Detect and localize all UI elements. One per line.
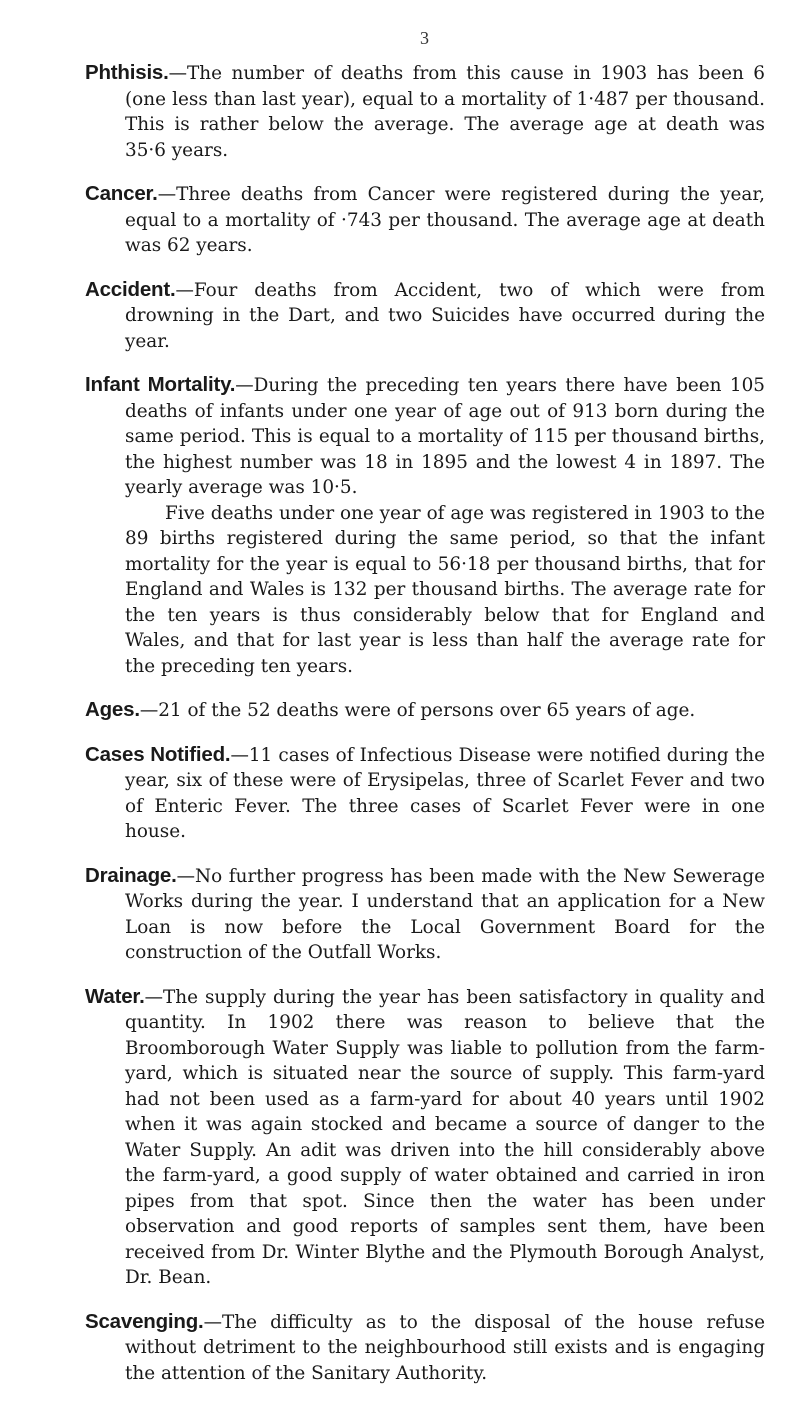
section-heading: Cases Notified. [85,742,231,766]
section-text: —The number of deaths from this cause in 1903 has been 6 (one less than last year), equal to a mortality of 1·487 per thousand. This is rather below the average. The average age at death was 35·6 years. [125,63,765,161]
section-heading: Infant Mortality. [85,373,236,396]
section-cancer [85,181,765,259]
paragraph [85,60,765,163]
section-heading: Accident. [85,277,176,301]
section-text: —The supply during the year has been satisfactory in quality and quantity. In 1902 there was reason to believe that the Broomborough Water Supply was liable to pollution from the farm-yard, which is situated near the source of supply. This farm-yard had not been used as a farm-yard for about 40 years until 1902 when it was again stocked and became a source of danger to the Water Supply. An adit was driven into the hill considerably above the farm-yard, a good supply of water obtained and carried in iron pipes from that spot. Since then the water has been under observation and good reports of samples sent them, have been received from Dr. Winter Blythe and the Plymouth Borough Analyst, Dr. Bean. [125,986,765,1288]
section-text: —During the preceding ten years there have been 105 deaths of infants under one year of age out of 913 born during the same period. This is equal to a mortality of 115 per thousand births, the highest number was 18 in 1895 and the lowest 4 in 1897. The yearly average was 10·5. [125,375,765,498]
section-heading: Cancer. [85,182,158,205]
section-ages [85,697,765,724]
section-scavenging [85,1309,765,1387]
section-heading: Ages. [85,698,140,721]
section-cases-notified [85,742,765,845]
section-text: —The difficulty as to the disposal of the house refuse without detriment to the neighbourhood still exists and is engaging the attention of the Sanitary Authority. [125,1311,765,1384]
paragraph [85,742,765,845]
paragraph [85,372,765,501]
section-heading: Water. [85,984,145,1008]
paragraph [85,984,765,1291]
section-drainage [85,863,765,966]
section-heading: Phthisis. [85,61,169,84]
section-text: —11 cases of Infectious Disease were notified during the year, six of these were of Erysipelas, three of Scarlet Fever and two of Enteric Fever. The three cases of Scarlet Fever were in one house. [125,744,765,842]
section-text: —21 of the 52 deaths were of persons over 65 years of age. [139,700,696,721]
section-text: —Three deaths from Cancer were registered during the year, equal to a mortality of ·743 per thousand. The average age at death was 62 years. [125,184,765,256]
section-text: —Four deaths from Accident, two of which were from drowning in the Dart, and two Suicides have occurred during the year. [125,279,765,352]
section-water [85,984,765,1291]
paragraph [85,277,765,355]
section-accident [85,277,765,355]
paragraph [85,181,765,259]
section-heading: Drainage. [85,863,177,887]
paragraph [85,697,765,724]
paragraph [85,1309,765,1387]
paragraph [85,863,765,966]
section-heading: Scavenging. [85,1309,204,1333]
section-phthisis [85,60,765,163]
report-body [85,60,765,1404]
page-number: 3 [420,28,429,48]
section-infant-mortality [85,372,765,679]
paragraph-continuation: Five deaths under one year of age was registered in 1903 to the 89 births registered during the same period, so that the infant mortality for the year is equal to 56·18 per thousand births, that for England and Wales is 132 per thousand births. The average rate for the ten years is thus considerably below that for England and Wales, and that for last year is less than half the average rate for the preceding ten years. [125,502,765,677]
section-text: —No further progress has been made with the New Sewerage Works during the year. I understand that an application for a New Loan is now before the Local Government Board for the construction of the Outfall Works. [125,865,765,963]
